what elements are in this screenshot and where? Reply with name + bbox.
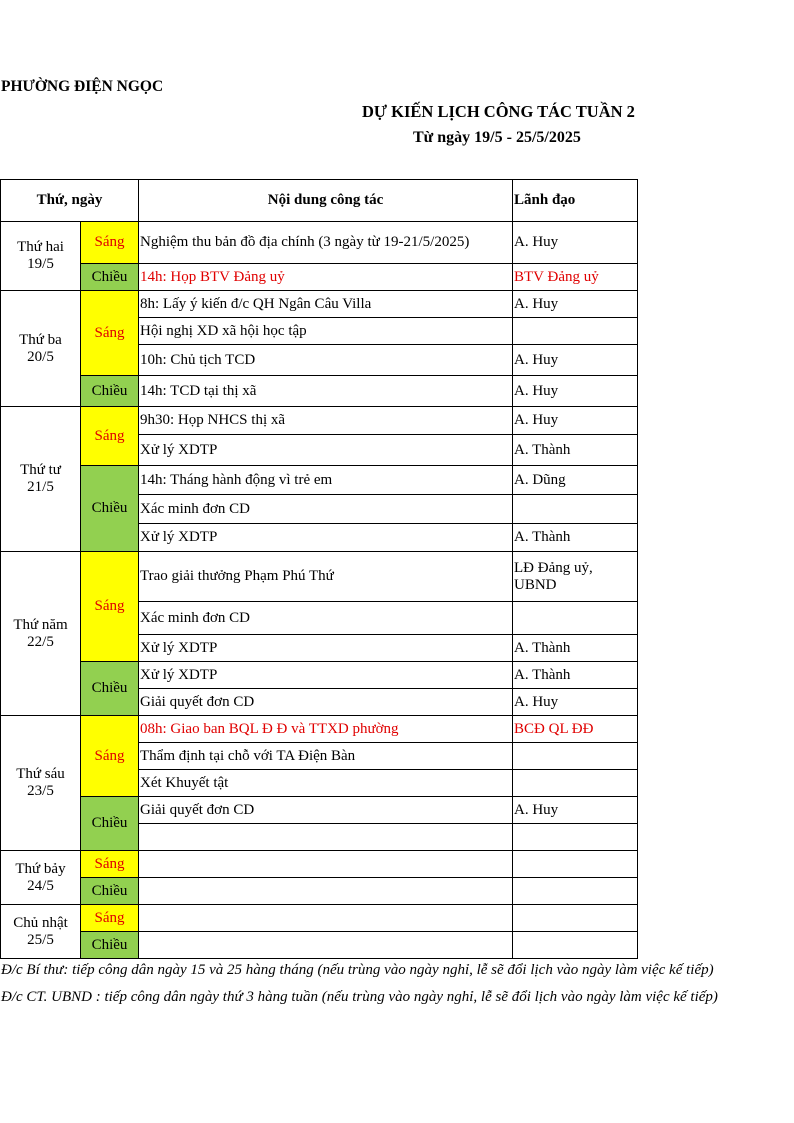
content-cell	[139, 932, 513, 959]
column-header-leader: Lãnh đạo	[513, 180, 638, 222]
content-cell: 14h: Tháng hành động vì trẻ em	[139, 466, 513, 495]
session-afternoon: Chiều	[81, 932, 139, 959]
leader-cell: A. Huy	[513, 291, 638, 318]
leader-cell: A. Thành	[513, 524, 638, 552]
leader-cell: A. Huy	[513, 376, 638, 407]
leader-cell	[513, 602, 638, 635]
leader-cell: A. Thành	[513, 662, 638, 689]
content-cell: Xác minh đơn CD	[139, 602, 513, 635]
content-cell: 08h: Giao ban BQL Đ Đ và TTXD phường	[139, 716, 513, 743]
page-title: DỰ KIẾN LỊCH CÔNG TÁC TUẦN 2	[362, 102, 635, 121]
leader-cell: A. Thành	[513, 635, 638, 662]
leader-cell: A. Huy	[513, 797, 638, 824]
content-cell: Giải quyết đơn CD	[139, 797, 513, 824]
content-cell: Giải quyết đơn CD	[139, 689, 513, 716]
session-afternoon: Chiều	[81, 662, 139, 716]
leader-cell: BCĐ QL ĐĐ	[513, 716, 638, 743]
session-morning: Sáng	[81, 716, 139, 797]
leader-cell	[513, 770, 638, 797]
table-row	[1, 662, 638, 689]
session-morning: Sáng	[81, 851, 139, 878]
day-cell	[1, 222, 81, 291]
table-row	[1, 264, 638, 291]
leader-cell: A. Huy	[513, 407, 638, 435]
content-cell	[139, 905, 513, 932]
leader-cell	[513, 905, 638, 932]
column-header-day: Thứ, ngày	[1, 180, 139, 222]
content-cell	[139, 878, 513, 905]
schedule-table	[0, 179, 638, 959]
session-afternoon: Chiều	[81, 797, 139, 851]
content-cell: Xử lý XDTP	[139, 662, 513, 689]
day-date: 22/5	[27, 633, 54, 650]
day-cell	[1, 716, 81, 851]
session-afternoon: Chiều	[81, 878, 139, 905]
day-name: Thứ năm	[13, 616, 68, 633]
session-morning: Sáng	[81, 222, 139, 264]
leader-cell: A. Huy	[513, 689, 638, 716]
content-cell: Xử lý XDTP	[139, 435, 513, 466]
content-cell	[139, 824, 513, 851]
leader-cell: A. Dũng	[513, 466, 638, 495]
day-cell	[1, 905, 81, 959]
content-cell: 14h: TCD tại thị xã	[139, 376, 513, 407]
date-range: Từ ngày 19/5 - 25/5/2025	[413, 129, 581, 146]
day-name: Thứ sáu	[16, 766, 65, 782]
column-header-content: Nội dung công tác	[139, 180, 513, 222]
day-name: Thứ tư	[20, 462, 61, 478]
day-name: Thứ ba	[19, 331, 62, 348]
content-cell: Trao giải thưởng Phạm Phú Thứ	[139, 552, 513, 602]
day-date: 24/5	[27, 877, 54, 894]
table-row	[1, 932, 638, 959]
content-cell: 9h30: Họp NHCS thị xã	[139, 407, 513, 435]
content-cell: 10h: Chủ tịch TCD	[139, 345, 513, 376]
table-row	[1, 878, 638, 905]
table-row	[1, 291, 638, 318]
organization-name: PHƯỜNG ĐIỆN NGỌC	[1, 78, 164, 95]
content-cell: Hội nghị XD xã hội học tập	[139, 318, 513, 345]
table-row	[1, 222, 638, 264]
content-cell	[139, 851, 513, 878]
day-name: Thứ hai	[17, 239, 64, 255]
session-morning: Sáng	[81, 552, 139, 662]
content-cell: 8h: Lấy ý kiến đ/c QH Ngân Câu Villa	[139, 291, 513, 318]
table-header-row	[1, 180, 638, 222]
leader-cell	[513, 495, 638, 524]
day-date: 23/5	[27, 783, 54, 799]
leader-cell: BTV Đảng uỷ	[513, 264, 638, 291]
note-secretary: Đ/c Bí thư: tiếp công dân ngày 15 và 25 hàng tháng (nếu trùng vào ngày nghỉ, lễ sẽ đổi lịch vào ngày làm việc kế tiếp)	[1, 962, 714, 978]
leader-cell	[513, 824, 638, 851]
day-date: 19/5	[27, 256, 54, 272]
table-row	[1, 905, 638, 932]
day-name: Chủ nhật	[13, 914, 68, 931]
content-cell: Nghiệm thu bản đồ địa chính (3 ngày từ 19-21/5/2025)	[139, 222, 513, 264]
session-afternoon: Chiều	[81, 264, 139, 291]
session-morning: Sáng	[81, 905, 139, 932]
content-cell: Xử lý XDTP	[139, 524, 513, 552]
session-afternoon: Chiều	[81, 466, 139, 552]
leader-cell	[513, 878, 638, 905]
day-name: Thứ bảy	[15, 860, 66, 877]
content-cell: Xác minh đơn CD	[139, 495, 513, 524]
leader-cell: A. Huy	[513, 345, 638, 376]
leader-cell: LĐ Đảng uỷ, UBND	[513, 552, 638, 602]
session-afternoon: Chiều	[81, 376, 139, 407]
table-row	[1, 552, 638, 602]
leader-cell	[513, 743, 638, 770]
content-cell: 14h: Họp BTV Đảng uỷ	[139, 264, 513, 291]
leader-cell: A. Huy	[513, 222, 638, 264]
leader-cell: A. Thành	[513, 435, 638, 466]
day-cell	[1, 552, 81, 716]
day-date: 21/5	[27, 479, 54, 495]
leader-cell	[513, 932, 638, 959]
content-cell: Xét Khuyết tật	[139, 770, 513, 797]
day-cell	[1, 291, 81, 407]
day-cell	[1, 851, 81, 905]
session-morning: Sáng	[81, 291, 139, 376]
table-row	[1, 716, 638, 743]
day-cell	[1, 407, 81, 552]
session-morning: Sáng	[81, 407, 139, 466]
table-row	[1, 797, 638, 824]
table-row	[1, 851, 638, 878]
table-row	[1, 407, 638, 435]
table-row	[1, 376, 638, 407]
note-chairman: Đ/c CT. UBND : tiếp công dân ngày thứ 3 hàng tuần (nếu trùng vào ngày nghỉ, lễ sẽ đổi lịch vào ngày làm việc kế tiếp)	[1, 989, 718, 1005]
table-row	[1, 466, 638, 495]
day-date: 25/5	[27, 931, 54, 948]
leader-cell	[513, 851, 638, 878]
content-cell: Xử lý XDTP	[139, 635, 513, 662]
content-cell: Thẩm định tại chỗ với TA Điện Bàn	[139, 743, 513, 770]
leader-cell	[513, 318, 638, 345]
day-date: 20/5	[27, 348, 54, 365]
